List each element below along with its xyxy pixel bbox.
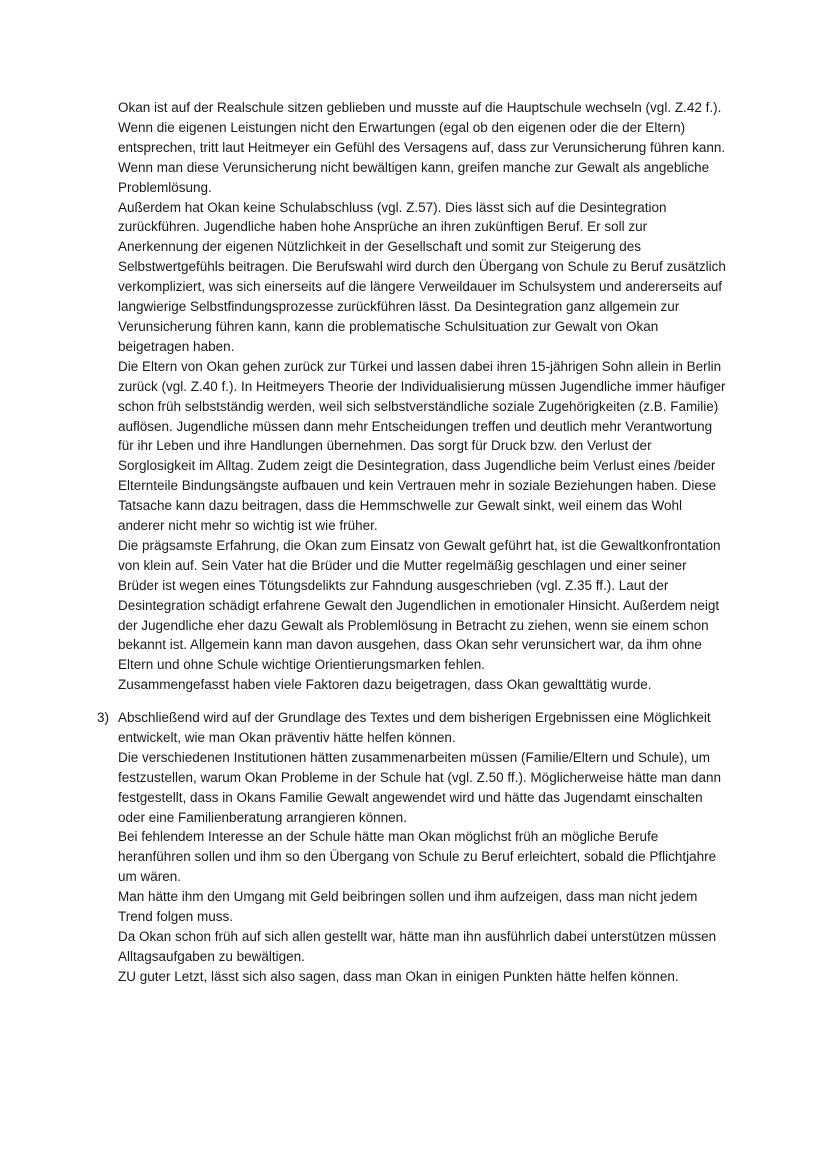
paragraph-money: Man hätte ihm den Umgang mit Geld beibringen sollen und ihm aufzeigen, dass man nicht jedem Trend folgen muss. (118, 889, 698, 925)
section-3-body (118, 708, 730, 987)
paragraph-conclusion: ZU guter Letzt, lässt sich also sagen, dass man Okan in einigen Punkten hätte helfen können. (118, 968, 679, 984)
paragraph-everyday-tasks: Da Okan schon früh auf sich allen gestellt war, hätte man ihn ausführlich dabei unterstützen müssen Alltagsaufgaben zu bewältigen. (118, 928, 717, 964)
paragraph-career: Bei fehlendem Interesse an der Schule hätte man Okan möglichst früh an mögliche Berufe heranführen sollen und ihm so den Übergang von Schule zu Beruf erleichtert, sobald die Pflichtjahre um wären. (118, 829, 717, 885)
paragraph-violence-experience: Die prägsamste Erfahrung, die Okan zum Einsatz von Gewalt geführt hat, ist die Gewaltkonfrontation von klein auf. Sein Vater hat die Brüder und die Mutter regelmäßig geschlagen und einer seiner Brüder ist wegen eines Tötungsdelikts zur Fahndung ausgeschrieben (vgl. Z.35 ff.). Laut der Desintegration schädigt erfahrene Gewalt den Jugendlichen in emotionaler Hinsicht. Außerdem neigt der Jugendliche eher dazu Gewalt als Problemlösung in Betracht zu ziehen, wenn sie einem schon bekannt ist. Allgemein kann man davon ausgehen, dass Okan sehr verunsichert war, da ihm ohne Eltern und ohne Schule wichtige Orientierungsmarken fehlen. (118, 537, 721, 673)
paragraph-summary: Zusammengefasst haben viele Faktoren dazu beigetragen, dass Okan gewalttätig wurde. (118, 677, 652, 693)
paragraph-parents-left: Die Eltern von Okan gehen zurück zur Türkei und lassen dabei ihren 15-jährigen Sohn allein in Berlin zurück (vgl. Z.40 f.). In Heitmeyers Theorie der Individualisierung müssen Jugendliche immer häufiger schon früh selbstständig werden, weil sich selbstverständliche soziale Zugehörigkeiten (z.B. Familie) auflösen. Jugendliche müssen dann mehr Entscheidungen treffen und deutlich mehr Verantwortung für ihr Leben und ihre Handlungen übernehmen. Das sorgt für Druck bzw. den Verlust der Sorglosigkeit im Alltag. Zudem zeigt die Desintegration, dass Jugendliche beim Verlust eines /beider Elternteile Bindungsängste aufbauen und kein Vertrauen mehr in soziale Beziehungen haben. Diese Tatsache kann dazu beitragen, dass die Hemmschwelle zur Gewalt sinkt, weil einem das Wohl anderer nicht mehr so wichtig ist wie früher. (118, 358, 726, 534)
paragraph-no-degree: Außerdem hat Okan keine Schulabschluss (vgl. Z.57). Dies lässt sich auf die Desintegration zurückführen. Jugendliche haben hohe Ansprüche an ihren zukünftigen Beruf. Er soll zur Anerkennung der eigenen Nützlichkeit in der Gesellschaft und somit zur Steigerung des Selbstwertgefühls beitragen. Die Berufswahl wird durch den Übergang von Schule zu Beruf zusätzlich verkompliziert, was sich einerseits auf die längere Verweildauer im Schulsystem und andererseits auf langwierige Selbstfindungsprozesse zurückführen lässt. Da Desintegration ganz allgemein zur Verunsicherung führen kann, kann die problematische Schulsituation zur Gewalt von Okan beigetragen haben. (118, 199, 726, 354)
section-number: 3) (97, 710, 110, 725)
paragraph-intro: Abschließend wird auf der Grundlage des Textes und dem bisherigen Ergebnissen eine Möglichkeit entwickelt, wie man Okan präventiv hätte helfen können. (118, 710, 711, 745)
section-3 (97, 708, 730, 987)
paragraph-school-repeat: Okan ist auf der Realschule sitzen geblieben und musste auf die Hauptschule wechseln (vgl. Z.42 f.). Wenn die eigenen Leistungen nicht den Erwartungen (egal ob den eigenen oder die der Eltern) entsprechen, tritt laut Heitmeyer ein Gefühl des Versagens auf, dass zur Verunsicherung führen kann. Wenn man diese Verunsicherung nicht bewältigen kann, greifen manche zur Gewalt als angebliche Problemlösung. (118, 100, 726, 195)
body-text (118, 98, 730, 695)
paragraph-institutions: Die verschiedenen Institutionen hätten zusammenarbeiten müssen (Familie/Eltern und Schule), um festzustellen, warum Okan Probleme in der Schule hat (vgl. Z.50 ff.). Möglicherweise hätte man dann festgestellt, dass in Okans Familie Gewalt angewendet wird und hätte das Jugendamt einschalten oder eine Familienberatung arrangieren können. (118, 749, 722, 825)
